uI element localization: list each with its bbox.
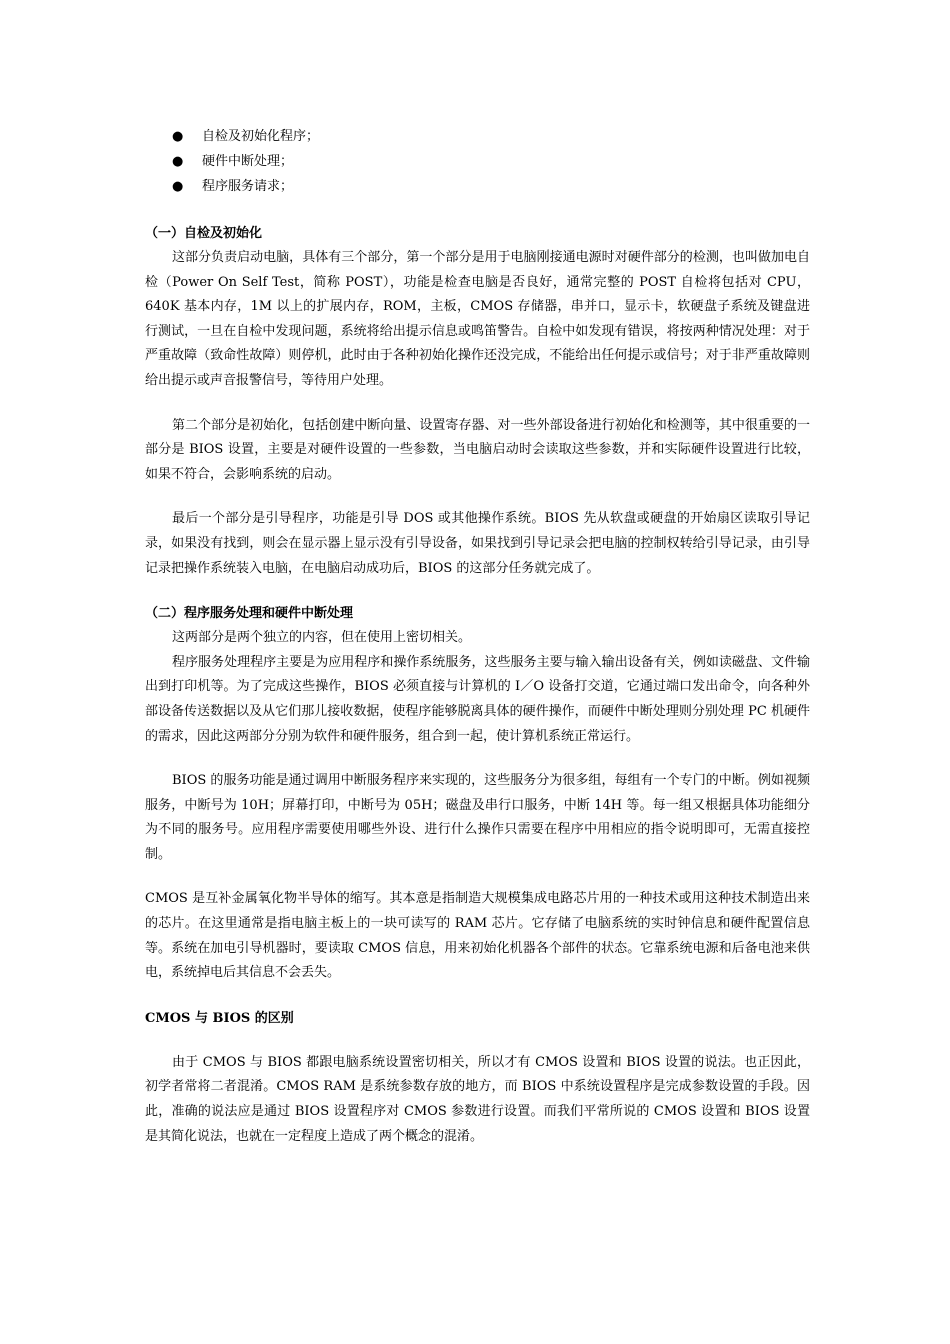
paragraph: 第二个部分是初始化，包括创建中断向量、设置寄存器、对一些外部设备进行初始化和检测等，其中很重要的一部分是 BIOS 设置，主要是对硬件设置的一些参数，当电脑启动时会读取这些参数，并和实际硬件设置进行比较，如果不符合，会影响系统的启动。 xyxy=(145,417,810,482)
paragraph: 程序服务处理程序主要是为应用程序和操作系统服务，这些服务主要与输入输出设备有关，例如读磁盘、文件输出到打印机等。为了完成这些操作，BIOS 必须直接与计算机的 I／O 设备打交道，它通过端口发出命令，向各种外部设备传送数据以及从它们那儿接收数据，使程序能够脱离具体的硬件操作，而硬件中断处理则分别处理 PC 机硬件的需求，因此这两部分分别为软件和硬件服务，组合到一起，使计算机系统正常运行。 xyxy=(145,654,810,744)
section-heading-services: （二）程序服务处理和硬件中断处理 xyxy=(145,606,354,622)
cmos-paragraph: CMOS 是互补金属氧化物半导体的缩写。其本意是指制造大规模集成电路芯片用的一种技术或用这种技术制造出来的芯片。在这里通常是指电脑主板上的一块可读写的 RAM 芯片。它存储了电脑系统的实时钟信息和硬件配置信息等。系统在加电引导机器时，要读取 CMOS 信息，用来初始化机器各个部件的状态。它靠系统电源和后备电池来供电，系统掉电后其信息不会丢失。 xyxy=(145,891,810,981)
list-item xyxy=(145,149,810,174)
section-heading-cmos-bios: CMOS 与 BIOS 的区别 xyxy=(145,1010,294,1026)
paragraph: BIOS 的服务功能是通过调用中断服务程序来实现的，这些服务分为很多组，每组有一个专门的中断。例如视频服务，中断号为 10H；屏幕打印，中断号为 05H；磁盘及串行口服务，中断 14H 等。每一组又根据具体功能细分为不同的服务号。应用程序需要使用哪些外设、进行什么操作只需要在程序中用相应的指令说明即可，无需直接控制。 xyxy=(145,773,810,862)
bullet-text: 程序服务请求； xyxy=(202,179,294,194)
bullet-text: 硬件中断处理； xyxy=(202,154,294,169)
paragraph: 由于 CMOS 与 BIOS 都跟电脑系统设置密切相关，所以才有 CMOS 设置和 BIOS 设置的说法。也正因此，初学者常将二者混淆。CMOS RAM 是系统参数存放的地方，而 BIOS 中系统设置程序是完成参数设置的手段。因此，准确的说法应是通过 BIOS 设置程序对 CMOS 参数进行设置。而我们平常所说的 CMOS 设置和 BIOS 设置是其简化说法，也就在一定程度上造成了两个概念的混淆。 xyxy=(145,1054,810,1144)
paragraph: 这部分负责启动电脑，具体有三个部分，第一个部分是用于电脑刚接通电源时对硬件部分的检测，也叫做加电自检（Power On Self Test，简称 POST），功能是检查电脑是否良好，通常完整的 POST 自检将包括对 CPU，640K 基本内存，1M 以上的扩展内存，ROM，主板，CMOS 存储器，串并口，显示卡，软硬盘子系统及键盘进行测试，一旦在自检中发现问题，系统将给出提示信息或鸣笛警告。自检中如发现有错误，将按两种情况处理：对于严重故障（致命性故障）则停机，此时由于各种初始化操作还没完成，不能给出任何提示或信号；对于非严重故障则给出提示或声音报警信号，等待用户处理。 xyxy=(145,250,810,388)
bullet-text: 自检及初始化程序； xyxy=(202,129,320,144)
bullet-icon: ● xyxy=(172,154,184,169)
bullet-icon: ● xyxy=(172,129,184,144)
bullet-icon: ● xyxy=(172,179,184,194)
paragraph: 这两部分是两个独立的内容，但在使用上密切相关。 xyxy=(172,630,472,646)
paragraph: 最后一个部分是引导程序，功能是引导 DOS 或其他操作系统。BIOS 先从软盘或硬盘的开始扇区读取引导记录，如果没有找到，则会在显示器上显示没有引导设备，如果找到引导记录会把电脑的控制权转给引导记录，由引导记录把操作系统装入电脑，在电脑启动成功后，BIOS 的这部分任务就完成了。 xyxy=(145,511,810,576)
list-item xyxy=(145,174,810,199)
bullet-list xyxy=(145,124,810,199)
section-heading-self-test: （一）自检及初始化 xyxy=(145,226,263,241)
list-item xyxy=(145,124,810,149)
